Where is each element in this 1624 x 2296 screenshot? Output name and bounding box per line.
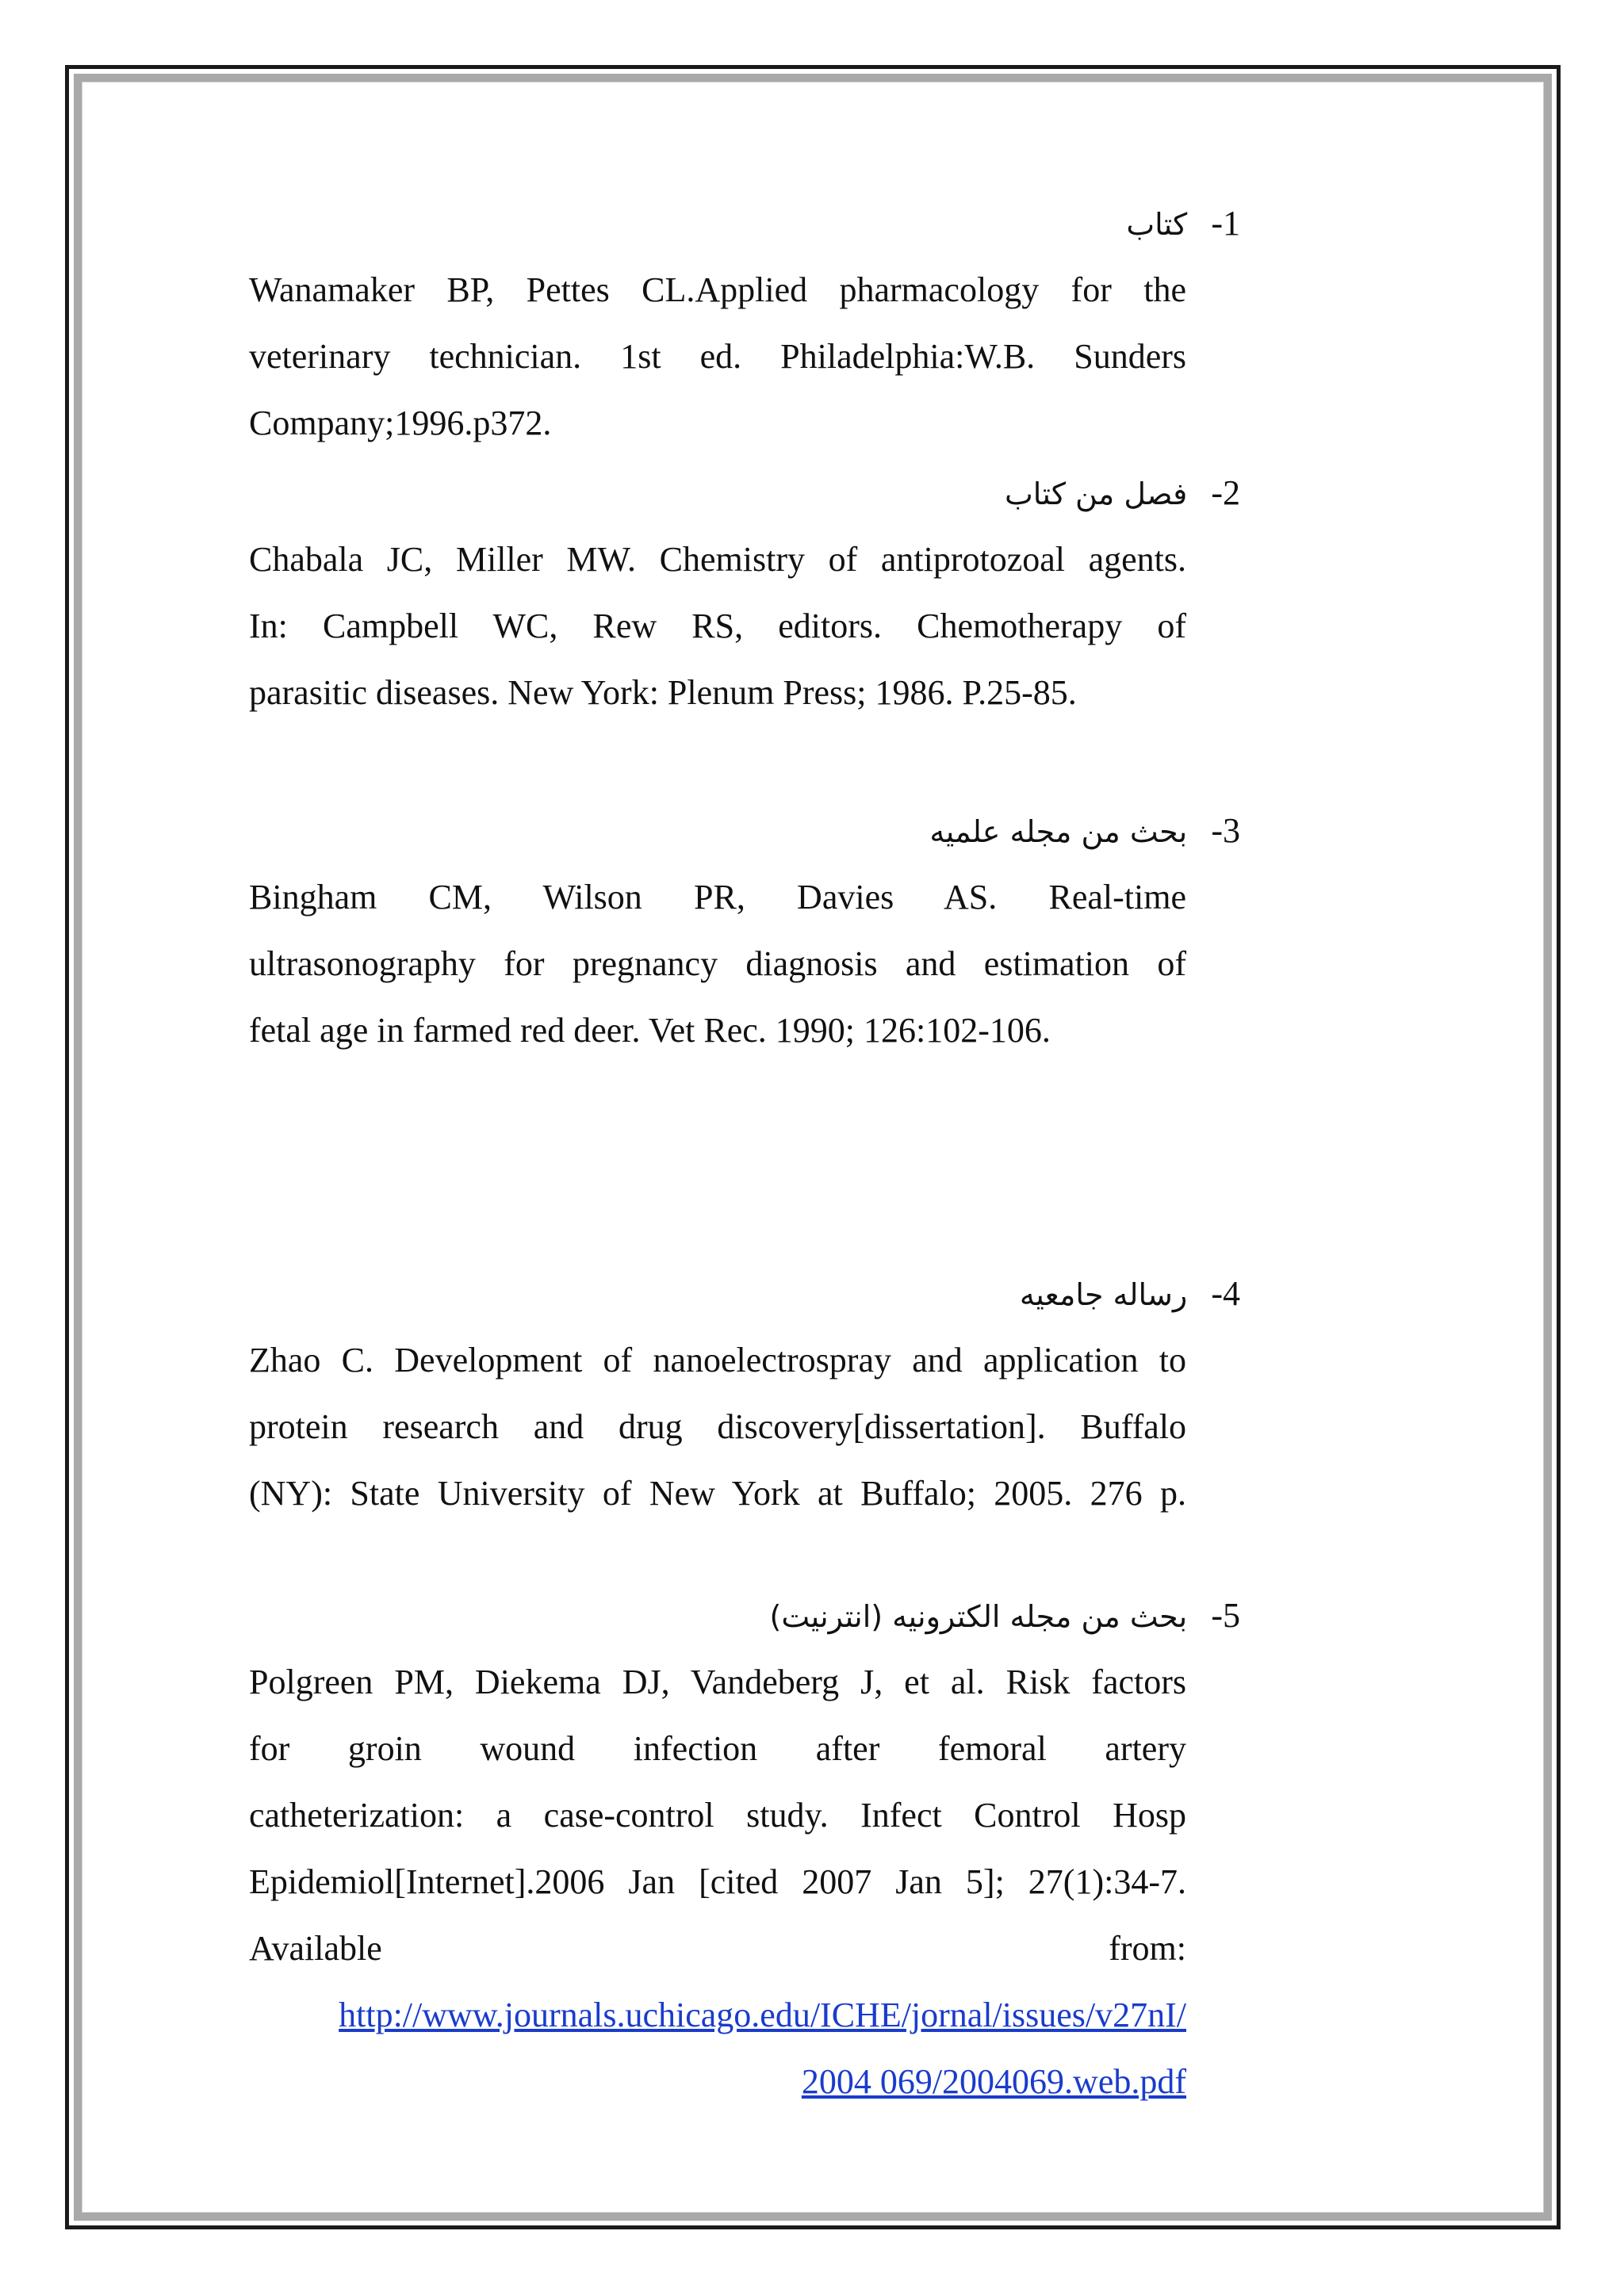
reference-5-line-2: for groin wound infection after femoral artery (249, 1729, 1186, 1768)
references-list (249, 190, 1240, 2115)
reference-3-type: بحث من مجله علميه (929, 814, 1188, 849)
reference-5-line-3: catheterization: a case-control study. Infect Control Hosp (249, 1796, 1186, 1835)
reference-3-number: 3- (1211, 811, 1240, 850)
reference-2-type: فصل من كتاب (1005, 476, 1188, 511)
reference-2 (249, 460, 1240, 726)
reference-5-heading (249, 1582, 1240, 1649)
reference-5-available-line (249, 1915, 1186, 1982)
reference-5-url-line-2[interactable]: 2004 069/2004069.web.pdf (801, 2062, 1186, 2101)
reference-5-citation (249, 1649, 1186, 1915)
reference-1-heading (249, 190, 1240, 257)
reference-5-line-1: Polgreen PM, Diekema DJ, Vandeberg J, et al. Risk factors (249, 1663, 1186, 1701)
reference-4-heading (249, 1261, 1240, 1327)
reference-5-type: بحث من مجله الكترونيه (انترنيت) (769, 1599, 1188, 1634)
reference-3-citation (249, 864, 1186, 1064)
reference-3-line-1: Bingham CM, Wilson PR, Davies AS. Real-time (249, 878, 1186, 916)
reference-2-heading (249, 460, 1240, 526)
reference-4-type: رساله جامعيه (1019, 1277, 1188, 1312)
from-label: from: (1109, 1929, 1186, 1968)
reference-3-line-3: fetal age in farmed red deer. Vet Rec. 1990; 126:102-106. (249, 1011, 1051, 1050)
reference-2-line-2: In: Campbell WC, Rew RS, editors. Chemotherapy of (249, 607, 1186, 645)
reference-3-heading (249, 798, 1240, 864)
reference-4-citation (249, 1327, 1186, 1527)
reference-2-line-1: Chabala JC, Miller MW. Chemistry of antiprotozoal agents. (249, 540, 1186, 579)
reference-5-url-line-1[interactable]: http://www.journals.uchicago.edu/ICHE/jornal/issues/v27nI/ (339, 1996, 1186, 2034)
reference-5-line-4: Epidemiol[Internet].2006 Jan [cited 2007 Jan 5]; 27(1):34-7. (249, 1862, 1186, 1901)
reference-3-line-2: ultrasonography for pregnancy diagnosis and estimation of (249, 944, 1186, 983)
reference-5-number: 5- (1211, 1596, 1240, 1635)
reference-4-number: 4- (1211, 1274, 1240, 1313)
reference-2-number: 2- (1211, 473, 1240, 512)
reference-4-line-2: protein research and drug discovery[dissertation]. Buffalo (249, 1407, 1186, 1446)
reference-3 (249, 798, 1240, 1064)
reference-1-line-3: Company;1996.p372. (249, 404, 552, 442)
reference-1-citation (249, 257, 1186, 457)
reference-2-line-3: parasitic diseases. New York: Plenum Press; 1986. P.25-85. (249, 673, 1077, 712)
reference-2-citation (249, 526, 1186, 726)
reference-5 (249, 1582, 1240, 2115)
reference-1-line-1: Wanamaker BP, Pettes CL.Applied pharmacology for the (249, 270, 1186, 309)
reference-4 (249, 1261, 1240, 1527)
available-label: Available (249, 1929, 382, 1968)
reference-1-number: 1- (1211, 204, 1240, 243)
reference-1-line-2: veterinary technician. 1st ed. Philadelphia:W.B. Sunders (249, 337, 1186, 376)
reference-4-line-1: Zhao C. Development of nanoelectrospray and application to (249, 1341, 1186, 1380)
reference-1-type: كتاب (1126, 207, 1188, 242)
reference-1 (249, 190, 1240, 457)
reference-4-line-3: (NY): State University of New York at Buffalo; 2005. 276 p. (249, 1474, 1186, 1513)
